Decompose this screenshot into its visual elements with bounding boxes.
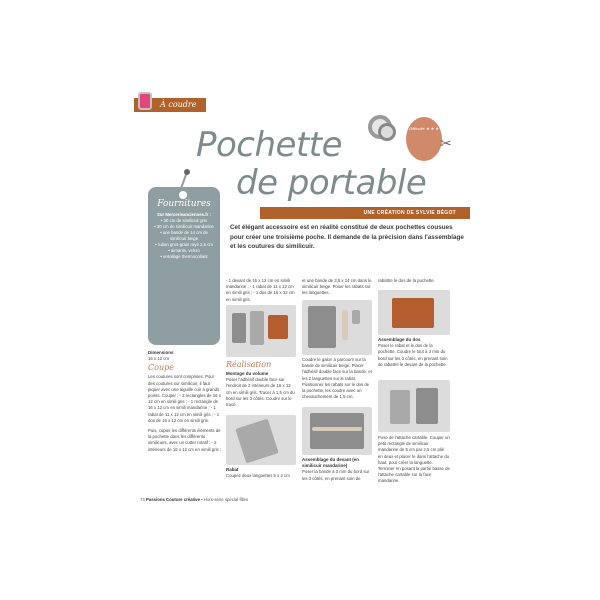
supplies-item: • aimants, velcro bbox=[168, 248, 200, 253]
supplies-title: Fournitures bbox=[157, 199, 211, 209]
coupe-heading: Coupe bbox=[148, 363, 174, 373]
difficulty-badge: Difficulté ★ ★ ★ bbox=[406, 117, 442, 161]
column-3-devant bbox=[302, 457, 372, 482]
coupe-text-2: Puis, copier les différents éléments de la pochette dans les différents similicuirs, avec un cutter rotatif : - 2 intérieurs de 16 x 12 cm en simili gris ; bbox=[148, 428, 222, 452]
column-4-dos bbox=[378, 337, 450, 368]
photo-rabat-pieces bbox=[302, 300, 372, 355]
col3-text-top: et une bande de 3,5 x 14 cm dans le similicuir beige. Poser les rabats sur les languettes. bbox=[302, 278, 372, 296]
page-footer bbox=[140, 497, 248, 502]
supplies-tag bbox=[148, 187, 220, 345]
column-3-mid bbox=[302, 357, 372, 400]
pin-head-icon bbox=[184, 169, 190, 175]
issue-name: • Hors-série spécial filles bbox=[201, 497, 249, 502]
dos-text: Poser le rabat et le dos de la pochette. Coudre le tout à 3 mm du bord sur les 3 côtés, en prenant soin de rabattre le devant de la pochette. bbox=[378, 343, 448, 367]
col3-text-mid: Coudre le galon à parcourir sur la bande de similicuir beige. Placer l'adhésif double face sur la bande, et les 2 languettes sur le rabat. Positionner les rabats sur le dos de la pochette, les coudre avec un chevauchement de 1,5 cm. bbox=[302, 357, 372, 400]
column-2 bbox=[226, 278, 296, 303]
scissors-icon: ✂ bbox=[440, 135, 452, 151]
bobbin-icon bbox=[378, 123, 396, 141]
col2-text: - 1 devant de 16 x 12 cm en simili mandarine ; - 1 rabat de 11 x 12 cm en simili gris ; - 1 dos de 16 x 12 cm en simili gris. bbox=[226, 278, 295, 302]
column-4 bbox=[378, 278, 450, 284]
supplies-item: • 30 cm de similicuir gris bbox=[160, 218, 208, 223]
supplies-item: • 30 cm de similicuir mandarine bbox=[154, 224, 214, 229]
photo-cut-pieces bbox=[226, 305, 296, 357]
section-label: À coudre bbox=[160, 100, 197, 109]
photo-volume bbox=[226, 415, 296, 465]
column-3 bbox=[302, 278, 372, 297]
rabat-text: Coupez deux languettes 5 x 2 cm bbox=[226, 473, 290, 479]
devant-title: Assemblage du devant (en similicuir mandarine) bbox=[302, 457, 360, 469]
page-title-line2: de portable bbox=[236, 163, 427, 203]
page-number: 74 bbox=[140, 497, 145, 502]
col4-text-top: rabattre le dos de la pochette. bbox=[378, 278, 435, 283]
montage-text: Poser l'adhésif double face sur l'endroit de 2 intérieurs de 16 x 12 cm en simili gris. Tracer à 1,5 cm du bord sur les 3 côtés. Coudre sur le tracé. bbox=[226, 377, 295, 408]
magazine-page bbox=[128, 95, 473, 510]
coupe-text: Les coutures sont comprises. Pour des coutures sur similicuir, il faut piquer avec une aiguille cuir à grands points. Couper : - 2 rectangles de 16 x 12 cm en simili gris ; - 1 rectangle de 16 x 12 cm en simili mandarine ; - 1 rabat de 11 x 12 cm en simili gris ; - 1 dos de 16 x 12 cm en simili gris. bbox=[148, 374, 221, 423]
page-title-line1: Pochette bbox=[196, 125, 343, 165]
dimensions-label: Dimensions bbox=[148, 350, 174, 355]
supplies-item: • entoilage thermocollant bbox=[160, 254, 208, 259]
thread-spool-icon bbox=[138, 92, 152, 110]
column-2-lower bbox=[226, 359, 296, 408]
intro-paragraph: Cet élégant accessoire est en réalité constitué de deux pochettes cousues pour créer une troisième poche. Il demande de la précision dans l'assemblage et les coutures du similicuir. bbox=[230, 224, 464, 250]
photo-dos bbox=[378, 290, 450, 335]
column-4-end bbox=[378, 435, 450, 485]
montage-title: Montage du volume bbox=[226, 371, 269, 376]
rabat-title: Rabat bbox=[226, 467, 239, 472]
photo-devant bbox=[302, 407, 372, 455]
tag-hole bbox=[179, 191, 187, 199]
column-2-rabat bbox=[226, 467, 296, 479]
column-1 bbox=[148, 350, 222, 453]
devant-text: Poser la bande à 3 mm du bord sur les 3 côtés, en prenant soin de bbox=[302, 469, 370, 481]
supplies-item: • ruban gros-grain rayé 2,5 cm bbox=[155, 242, 213, 247]
photo-finished bbox=[378, 380, 450, 432]
supplies-subtitle: Sur Mercerieanciennes.fr : bbox=[157, 212, 211, 217]
credit-text: UNE CRÉATION DE SYLVIE BÉGOT bbox=[363, 210, 456, 216]
credit-bar bbox=[260, 207, 470, 219]
dimensions-value: 16 x 12 cm bbox=[148, 356, 170, 362]
magazine-name: Passions Couture créative bbox=[145, 497, 200, 502]
col4-end-text: Pose de l'attache cartable. Couper un petit rectangle de similicuir mandarine de 5 cm par 2,5 cm plié en deux et placer le dans l'attache du haut, pour créer la languette. Terminer en posant la partie basse de l'attache cartable sur la face mandarine. bbox=[378, 435, 450, 484]
realisation-heading: Réalisation bbox=[226, 360, 272, 369]
supplies-item: • une bande de 14 cm de similicuir beige bbox=[160, 230, 208, 241]
dos-title: Assemblage du dos bbox=[378, 337, 421, 342]
